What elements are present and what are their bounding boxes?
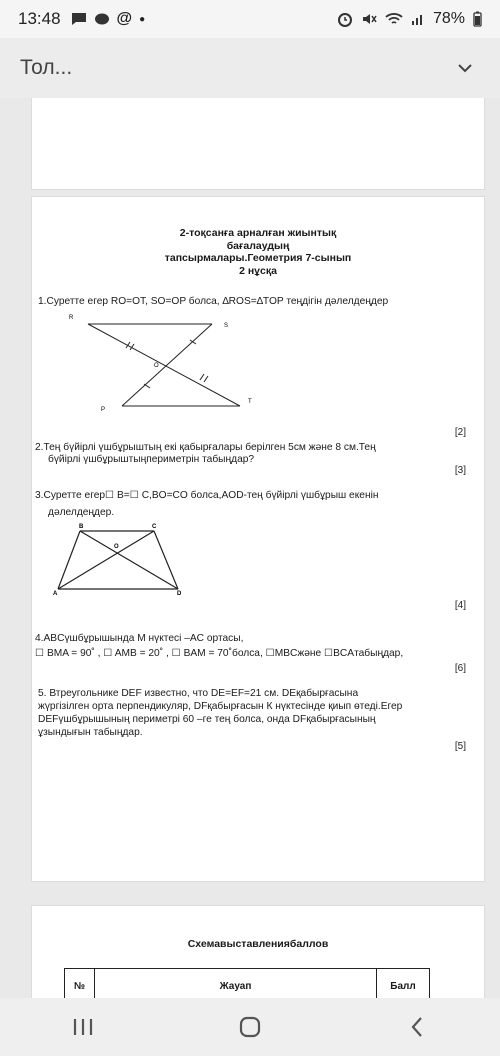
point-label: D [177, 591, 182, 597]
figure-3 [50, 523, 190, 603]
notification-icons [71, 10, 146, 28]
recents-icon[interactable] [53, 1007, 113, 1047]
point-label: A [53, 591, 58, 597]
heading-line: бағалаудың [226, 239, 290, 252]
document-heading [32, 227, 484, 277]
document-title: Тол... [20, 56, 73, 79]
score-4: [6] [454, 663, 466, 674]
question-3-line-2: дәлелдеңдер. [48, 507, 115, 518]
question-3-line-1: 3.Суретте егер☐ B=☐ C,BO=CO болса,AOD-тең бүйірлі үшбұрыш екенін [35, 490, 379, 501]
question-1: 1.Суретте егер RO=OT, SO=OP болса, ∆ROS=∆TOP теңдігін дәлелдеңдер [38, 296, 389, 307]
signal-icon [411, 12, 425, 26]
back-icon[interactable] [387, 1007, 447, 1047]
battery-icon [473, 11, 482, 27]
point-label: T [248, 399, 252, 405]
mute-icon [361, 11, 377, 27]
chevron-down-icon[interactable] [450, 53, 480, 83]
status-time: 13:48 [18, 9, 61, 28]
heading-line: 2-тоқсанға арналған жиынтық [179, 227, 337, 239]
score-5: [5] [454, 741, 466, 752]
question-5-line-1: 5. Втреугольнике DEF известно, что DE=EF=21 см. DEқабырғасына [38, 688, 359, 699]
score-2: [3] [454, 465, 466, 476]
score-3: [4] [454, 600, 466, 611]
at-icon: @ [116, 10, 133, 27]
point-label: R [69, 315, 74, 321]
table-header-number: № [65, 969, 95, 1006]
point-label: C [152, 524, 157, 530]
wifi-icon [385, 12, 403, 26]
question-2-line-1: 2.Тең бүйірлі үшбұрыштың екі қабырғалары берілген 5см және 8 см.Тең [35, 442, 376, 453]
navigation-bar [0, 998, 500, 1056]
question-5-line-4: ұзындығын табыңдар. [38, 727, 143, 738]
point-label: O [154, 363, 159, 369]
scoring-scheme-card [31, 905, 485, 1005]
app-header [0, 38, 500, 98]
message-icon [71, 12, 87, 26]
point-label: P [101, 407, 106, 412]
previous-page-card [31, 98, 485, 190]
point-label: B [79, 524, 84, 530]
question-2-line-2: бүйірлі үшбұрыштыңпериметрін табыңдар? [48, 454, 255, 465]
point-label: O [114, 544, 119, 550]
battery-level: 78% [432, 10, 465, 27]
status-bar [0, 0, 500, 38]
point-label: S [224, 323, 229, 329]
question-4-line-2: ☐ BMA = 90˚ , ☐ AMB = 20˚ , ☐ BAM = 70˚болса, ☐MBCжәне ☐BCAтабыңдар, [35, 648, 404, 659]
alarm-icon [337, 11, 353, 27]
question-5-line-3: DEFүшбұрышының периметрі 60 –ге тең болса, онда DFқабырғасының [38, 714, 376, 725]
table-header-score: Балл [390, 981, 416, 992]
system-icons [337, 10, 482, 28]
figure-1 [62, 312, 262, 412]
question-4-line-1: 4.ABCүшбұрышында M нүктесі –AC ортасы, [35, 633, 244, 644]
score-1: [2] [454, 427, 466, 438]
table-header-answer: Жауап [95, 969, 377, 1006]
scheme-title: Схемавыставлениябаллов [187, 938, 329, 950]
heading-line: тапсырмалары.Геометрия 7-сынып [164, 252, 352, 264]
question-5-line-2: жүргізілген орта перпендикуляр, DFқабырғасын К нүктесінде қиып өтеді.Егер [38, 701, 403, 712]
document-page [31, 196, 485, 882]
home-icon[interactable] [220, 1007, 280, 1047]
heading-line: 2 нұсқа [239, 264, 277, 277]
chat-icon [94, 12, 110, 26]
dot-icon: ● [139, 13, 146, 25]
